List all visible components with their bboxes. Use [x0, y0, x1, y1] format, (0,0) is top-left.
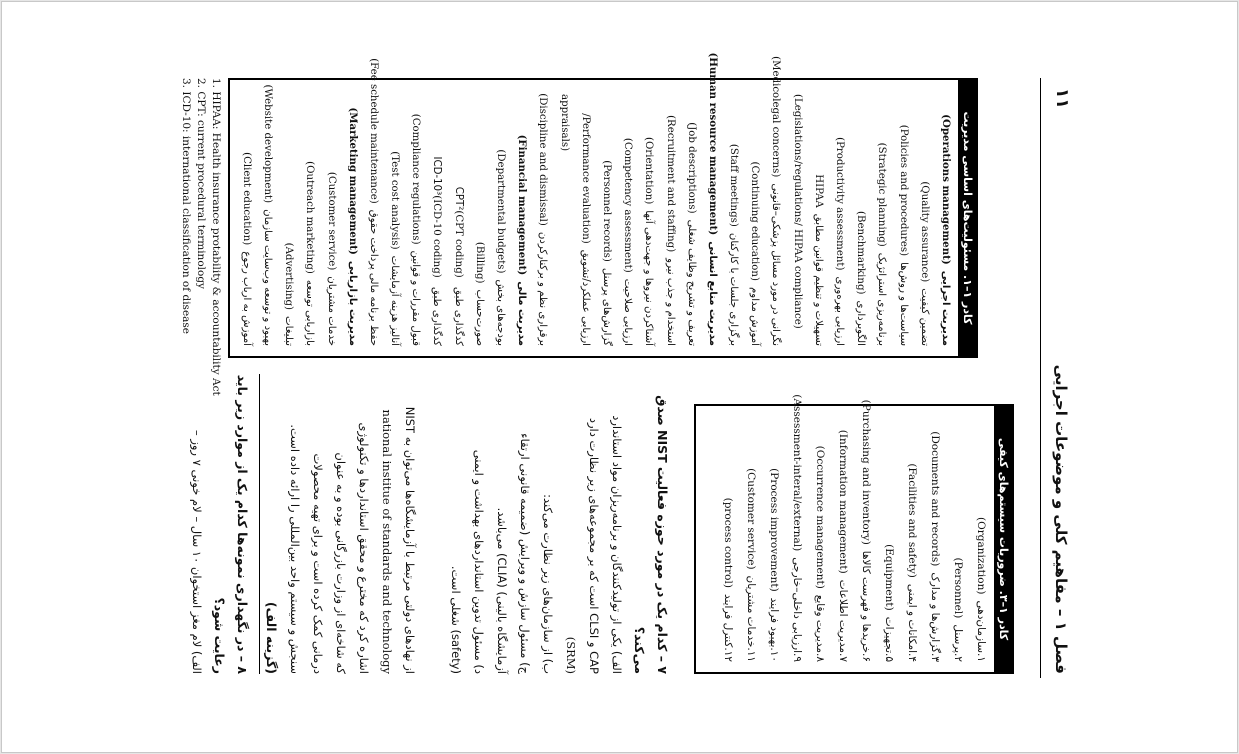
box-section-heading — [702, 52, 723, 346]
box-list-item — [278, 90, 299, 346]
item-label-fa: آموزش مداوم — [749, 286, 761, 346]
item-label-fa: ۱۰.بهبود فرایند — [768, 597, 780, 662]
item-label-en: (Compliance regulations) — [410, 113, 422, 245]
text-line: سنجش و سیستم واحد بین‌المللی را ارائه داده است. — [288, 424, 302, 674]
item-label-fa: بهبود و توسعه وب‌سایت سازمان — [262, 209, 273, 346]
text-line: رعایت شود؟ — [212, 597, 227, 674]
box-section-heading — [342, 90, 363, 346]
item-label-en: (Personnel records) — [601, 160, 612, 262]
box-section-heading — [511, 90, 532, 346]
box-list-item — [490, 90, 511, 346]
item-label-fa: سیاست‌ها و روش‌ها — [897, 262, 909, 346]
item-label-en: (Client education) — [240, 152, 252, 246]
box-list-item — [877, 416, 900, 662]
item-label-en: (Purchasing and inventory) — [860, 399, 872, 545]
item-label-en: (Financial management) — [516, 134, 529, 276]
box-list-item — [946, 416, 969, 662]
box-list-item — [739, 416, 762, 662]
text-line: درمانی کمک کرده است و برای تهیه محصولات — [311, 453, 325, 674]
item-label-fa: بودجه‌های بخش — [495, 279, 507, 346]
box-list-item — [532, 90, 553, 346]
item-label-en: (Job descriptions) — [685, 122, 697, 214]
chapter-title: فصل ۱ – مفاهیم کلی و موضوعات اجرایی — [1052, 364, 1070, 674]
item-label-fa: آشناکردن نیروها و جهت‌دهی آنها — [643, 210, 655, 346]
box-list-item — [831, 416, 854, 662]
box-list-item — [785, 394, 808, 662]
item-label-fa: برنامه‌ریزی استراتژیک — [876, 252, 888, 346]
item-label-en: (Organization) — [975, 517, 987, 595]
item-label-en: (Orientation) — [643, 137, 655, 205]
item-label-fa: ۴.امکانات و ایمنی — [906, 583, 918, 662]
box-list-item — [787, 90, 808, 346]
item-label-en: (CPT coding) — [452, 210, 464, 278]
management-responsibilities-box — [228, 52, 978, 358]
item-label-fa: استخدام و جذب نیرو — [664, 258, 676, 346]
box-list-item — [808, 90, 829, 346]
item-label-en: (Outreach marketing) — [304, 161, 316, 274]
box-list-item — [320, 90, 341, 346]
item-label-fa: تسهیلات و تنظیم قوانین مطابق — [812, 213, 824, 346]
text-line: ۸ – در نگهداری نمونه‌ها کدام یک از موارد زیر باید — [235, 374, 250, 674]
box-list-item — [871, 90, 892, 346]
item-label-en: (Medicolegal concerns) — [770, 56, 782, 178]
item-label-fa: ۷.مدیریت اطلاعات — [837, 579, 849, 662]
item-label-fa: برقراری نظم و برکنارکردن — [537, 231, 549, 346]
box-list-item — [762, 416, 785, 662]
item-label-fa: نگرانی در مورد مسائل پزشکی–قانونی — [770, 183, 782, 346]
item-label-en: (Quality assurance) — [918, 181, 930, 283]
text-line: ب) از سازمان‌های زیر نظارت می‌کند: — [541, 494, 555, 674]
item-label-en: (Occurrence management) — [814, 445, 826, 589]
rotated-page-content — [174, 52, 1074, 678]
item-label-en: (Personnel) — [952, 557, 964, 619]
text-line — [421, 374, 444, 674]
item-label-fa: الگوبرداری — [855, 300, 867, 346]
box-list-item — [900, 416, 923, 662]
box-list-item — [236, 90, 257, 346]
item-label-fa: تضمین کیفیت — [918, 288, 930, 346]
item-label-fa: مدیریت اجرایی — [940, 270, 951, 346]
box-list-item — [850, 90, 871, 346]
item-label-fa: صورت‌حساب — [473, 289, 485, 346]
box-list-item — [299, 90, 320, 346]
item-label-fa: برگزاری جلسات با کارکنان — [728, 232, 740, 346]
item-label-fa: ارزیابی عملکرد/تشویق — [579, 249, 591, 346]
item-label-fa: تبلیغات — [283, 316, 295, 346]
item-label-en: (Policies and procedures) — [897, 124, 909, 257]
text-line: اشاره کرد که مخترع و محقق استانداردها و تکنولوژی — [357, 422, 371, 674]
item-label-en: (Continuing education) — [749, 161, 761, 281]
text-line: الف) یکی از تولیدکنندگان و برنامه‌ریزان مواد استاندارد — [610, 415, 624, 674]
item-label-en: (Website development) — [262, 84, 273, 204]
item-label-en: (Productivity assessment) — [834, 137, 846, 271]
text-line: (safety) شغلی است. — [449, 565, 463, 674]
item-label-fa: ۱۱.خدمات مشتریان — [745, 575, 757, 662]
text-line: ج) مسئول سازش و ویرایش (ضمیمه قانونی ارتقاء — [518, 433, 532, 674]
quality-essentials-box — [694, 394, 1014, 674]
item-label-en: (Customer service) — [745, 468, 757, 570]
item-label-en: (Performance evaluation/ — [579, 113, 591, 244]
box-list-item — [553, 90, 574, 346]
box-list-item — [617, 90, 638, 346]
item-label-fa: مدیریت بازاریابی — [346, 260, 358, 346]
box-list-item — [681, 90, 702, 346]
item-label-fa: مدیریت مالی — [516, 281, 528, 346]
box-list-item — [969, 416, 992, 662]
footnote: 1. HIPAA: Health insurance protability & accountability Act — [210, 78, 222, 396]
section-divider — [259, 374, 260, 674]
item-label-en: (Documents and records) — [929, 431, 941, 567]
item-label-en: (Fee schedule maintenance) — [367, 58, 379, 204]
item-label-fa: خدمات مشتریان — [325, 276, 337, 346]
item-label-en: (Benchmarking) — [855, 211, 867, 295]
item-label-fa: ۹.ارزیابی داخلی–خارجی — [791, 557, 803, 662]
box-list-item — [744, 90, 765, 346]
box-list-item — [363, 58, 384, 346]
page-number: ۱۱ — [1052, 88, 1072, 109]
item-label-en: (Information management) — [837, 429, 849, 574]
item-label-en: (Strategic planning) — [876, 142, 888, 247]
box-list-item — [892, 90, 913, 346]
box-list-item — [716, 416, 739, 662]
item-label-fa: گزارش‌های پرسنل — [601, 267, 612, 346]
item-label-en: (Departmental budgets) — [495, 149, 507, 274]
item-label-en: (Equipment) — [883, 544, 895, 611]
text-line: از نهادهای دولتی مرتبط با آزمایشگاه‌ها می‌توان به NIST — [403, 406, 417, 674]
item-label-fa: بازاریابی توسعه — [304, 279, 316, 346]
text-line: (گزینه الف) — [264, 601, 279, 674]
text-line: که شاخه‌ای از وزارت بازرگانی بوده و به عنوان — [334, 452, 348, 674]
item-label-fa: ارزیابی صلاحیت — [622, 278, 634, 346]
text-line: می‌کند؟ — [632, 626, 647, 674]
document-page — [1, 1, 1238, 753]
item-label-en: (Operations management) — [940, 114, 952, 265]
item-label-fa: ۳.گزارش‌ها و مدارک — [929, 572, 941, 662]
box-list-item — [854, 399, 877, 662]
text-line: الف) لام مغز استخوان ۱۰ سال – لام خونی ۷ روز – — [190, 429, 204, 674]
text-line: د) مسئول تدوین استانداردهای بهداشت و ایمنی — [472, 449, 486, 674]
item-label-en: (Human resource management) — [706, 52, 719, 236]
box-list-item — [575, 90, 596, 346]
box-list-item — [923, 416, 946, 662]
item-label-en: HIPAA — [812, 174, 824, 208]
item-label-fa: ۸.مدیریت وقایع — [814, 594, 826, 662]
item-label-fa: حفظ برنامه مالی پرداخت حقوق — [367, 209, 379, 346]
text-line: (SRM) — [564, 636, 578, 674]
box-list-item — [469, 90, 490, 346]
item-label-en: (process control) — [722, 497, 734, 588]
item-label-fa: تعریف و تشریح وظایف شغلی — [685, 219, 697, 346]
box-list-item — [638, 90, 659, 346]
quality-essentials-list — [716, 394, 994, 672]
box-list-item — [829, 90, 850, 346]
item-label-fa: ۱.سازمان‌دهی — [975, 600, 987, 662]
box-list-item — [914, 90, 935, 346]
item-label-en: (Customer service) — [325, 171, 337, 271]
footnotes — [175, 78, 223, 428]
item-label-fa: کدگذاری طبق ICD-10³ — [431, 156, 443, 346]
page-header — [1040, 78, 1074, 678]
text-line: آزمایشگاه بالینی) (CLIA) می‌باشد. — [495, 507, 509, 674]
item-label-en: (Advertising) — [283, 242, 295, 311]
footnote: 3. ICD-10: international classification of disease — [180, 78, 192, 335]
item-label-fa: ۶.خریدها و فهرست کالاها — [860, 550, 872, 662]
item-label-fa: قبول مقررات و قوانین — [410, 250, 422, 346]
box-list-item — [426, 90, 447, 346]
item-label-fa: ارزیابی بهره‌وری — [834, 276, 846, 346]
question-7-text — [254, 374, 674, 674]
text-line: CAP و CLSI است که بر مجموعه‌های زیر نظارت دارد — [587, 417, 601, 674]
footnote: 2. CPT: current procedural terminology — [195, 78, 207, 289]
quality-essentials-title: کادر ۱–۳. ضروریات سیستم‌های کیفی — [994, 406, 1012, 672]
item-label-en: (Marketing management) — [346, 107, 359, 255]
text-line: ۷ – کدام یک در مورد حوزه فعالیت NIST صدق — [655, 395, 670, 674]
box-list-item — [448, 90, 469, 346]
item-label-en: (ICD-10 coding) — [431, 195, 443, 278]
item-label-en: (Staff meetings) — [728, 143, 740, 227]
item-label-fa: ۵.تجهیزات — [883, 616, 895, 662]
item-label-en: (Assessment-interal/external) — [791, 394, 803, 552]
management-responsibilities-title: کادر ۱–۱. مسئولیت‌های اساسی مدیریت — [958, 80, 976, 356]
box-section-heading — [935, 90, 956, 346]
box-list-item — [659, 90, 680, 346]
item-label-fa: ۱۲.کنترل فرایند — [722, 593, 734, 662]
management-responsibilities-list — [236, 52, 958, 356]
item-label-fa: ۲.پرسنل — [952, 624, 964, 662]
text-line: national institue of standards and technology — [380, 409, 394, 674]
item-label-fa: کدگذاری طبق CPT² — [452, 186, 464, 346]
item-label-en: (Process improvement) — [768, 468, 780, 592]
item-label-en: (Test cost analysis) — [389, 151, 401, 250]
box-list-item — [596, 90, 617, 346]
item-label-en: (Billing) — [473, 241, 485, 284]
box-list-item — [808, 416, 831, 662]
item-label-fa: آنالیز هزینه آزمایشات — [389, 255, 401, 346]
box-list-item — [257, 84, 278, 346]
item-label-fa: آموزش به ارباب رجوع — [240, 251, 252, 346]
item-label-en: (Recruitment and staffing) — [664, 115, 676, 253]
box-list-item — [384, 90, 405, 346]
item-label-en: (Competency assessment) — [622, 137, 634, 273]
item-label-fa: مدیریت منابع انسانی — [706, 241, 718, 346]
item-label-en: (Discipline and dismissal) — [537, 93, 549, 226]
box-list-item — [405, 90, 426, 346]
item-label-en: (Legislations/regulations/ HIPAA compliance) — [791, 94, 803, 329]
box-list-item — [723, 90, 744, 346]
box-list-item — [765, 56, 786, 346]
item-label-en: appraisals) — [558, 94, 570, 152]
item-label-en: (Facilities and safety) — [906, 463, 918, 578]
